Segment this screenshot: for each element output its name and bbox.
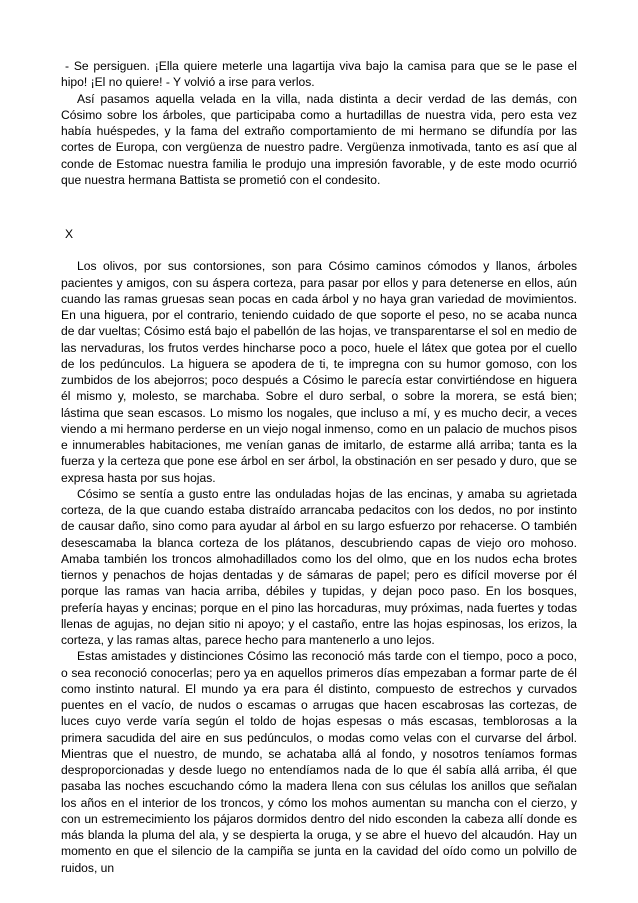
chapter-spacer	[61, 188, 577, 226]
chapter-heading: X	[65, 227, 74, 241]
paragraph-dialogue: - Se persiguen. ¡Ella quiere meterle una lagartija viva bajo la camisa para que se le pase el hipo! ¡El no quiere! - Y volvió a irse para verlos.	[61, 59, 577, 90]
paragraph-oak-leaves: Cósimo se sentía a gusto entre las onduladas hojas de las encinas, y amaba su agrietada corteza, de la que cuando estaba distraído arrancaba pedacitos con los dedos, no por instinto de causar daño, sino como para ayudar al árbol en su largo esfuerzo por rehacerse. O también desescamaba la blanca corteza de los plátanos, descubriendo capas de viejo oro mohoso. Amaba también los troncos almohadillados como los del olmo, que en los nudos echa brotes tiernos y penachos de hojas dentadas y de sámaras de papel; pero es difícil moverse por él porque las ramas van hacia arriba, débiles y tupidas, y dejan poco paso. En los bosques, prefería hayas y encinas; porque en el pino las horcaduras, muy próximas, nada fuertes y todas llenas de agujas, no dejan sitio ni apoyo; y el castaño, entre las hojas espinosas, los erizos, la corteza, y las ramas altas, parece hecho para mantenerlo a uno lejos.	[61, 486, 577, 647]
paragraph-friendships: Estas amistades y distinciones Cósimo las reconoció más tarde con el tiempo, poco a poco, o sea reconoció conocerlas; pero ya en aquellos primeros días empezaban a formar parte de él como instinto natural. El mundo ya era para él distinto, compuesto de estrechos y curvados puentes en el vacío, de nudos o escamas o arrugas que hacen escabrosas las cortezas, de luces cuyo verde varía según el toldo de hojas espesas o más escasas, temblorosas a la primera sacudida del aire en sus pedúnculos, o modas como velas con el curvarse del árbol. Mientras que el nuestro, de mundo, se achataba allá al fondo, y nosotros teníamos formas desproporcionadas y desde luego no entendíamos nada de lo que él sabía allá arriba, él que pasaba las noches escuchando cómo la madera llena con sus células los anillos que señalan los años en el interior de los troncos, y cómo los mohos aumentan su mancha con el cierzo, y con un estremecimiento los pájaros dormidos dentro del nido esconden la cabeza allí donde es más blanda la pluma del ala, y se despierta la oruga, y se abre el huevo del alcaudón. Hay un momento en que el silencio de la campiña se junta en la cavidad del oído como un polvillo de ruidos, un	[61, 649, 577, 875]
paragraph-olive-trees: Los olivos, por sus contorsiones, son para Cósimo caminos cómodos y llanos, árboles pacientes y amigos, con su áspera corteza, para pasar por ellos y para detenerse en ellos, aún cuando las ramas gruesas sean pocas en cada árbol y no haya gran variedad de movimientos. En una higuera, por el contrario, teniendo cuidado de que soporte el peso, no se acaba nunca de dar vueltas; Cósimo está bajo el pabellón de las hojas, ve transparentarse el sol en medio de las nervaduras, los frutos verdes hincharse poco a poco, huele el látex que gotea por el cuello de los pedúnculos. La higuera se apodera de ti, te impregna con su humor gomoso, con los zumbidos de los abejorros; poco después a Cósimo le parecía estar convirtiéndose en higuera él mismo y, molesto, se marchaba. Sobre el duro serbal, o sobre la morera, se está bien; lástima que sean escasos. Lo mismo los nogales, que incluso a mí, y es mucho decir, a veces viendo a mi hermano perderse en un viejo nogal inmenso, como en un palacio de muchos pisos e innumerables habitaciones, me venían ganas de imitarlo, de estarme allá arriba; tanta es la fuerza y la certeza que pone ese árbol en ser árbol, la obstinación en ser pesado y duro, que se expresa hasta por sus hojas.	[61, 259, 577, 485]
document-page	[61, 58, 577, 876]
paragraph-evening-at-villa: Así pasamos aquella velada en la villa, nada distinta a decir verdad de las demás, con Cósimo sobre los árboles, que participaba como a hurtadillas de nuestra vida, pero esta vez había huéspedes, y la fama del extraño comportamiento de mi hermano se difundía por las cortes de Europa, con vergüenza de nuestro padre. Vergüenza inmotivada, tanto es así que al conde de Estomac nuestra familia le produjo una impresión favorable, y de este modo ocurrió que nuestra hermana Battista se prometió con el condesito.	[61, 91, 577, 187]
chapter-spacer	[61, 242, 577, 258]
